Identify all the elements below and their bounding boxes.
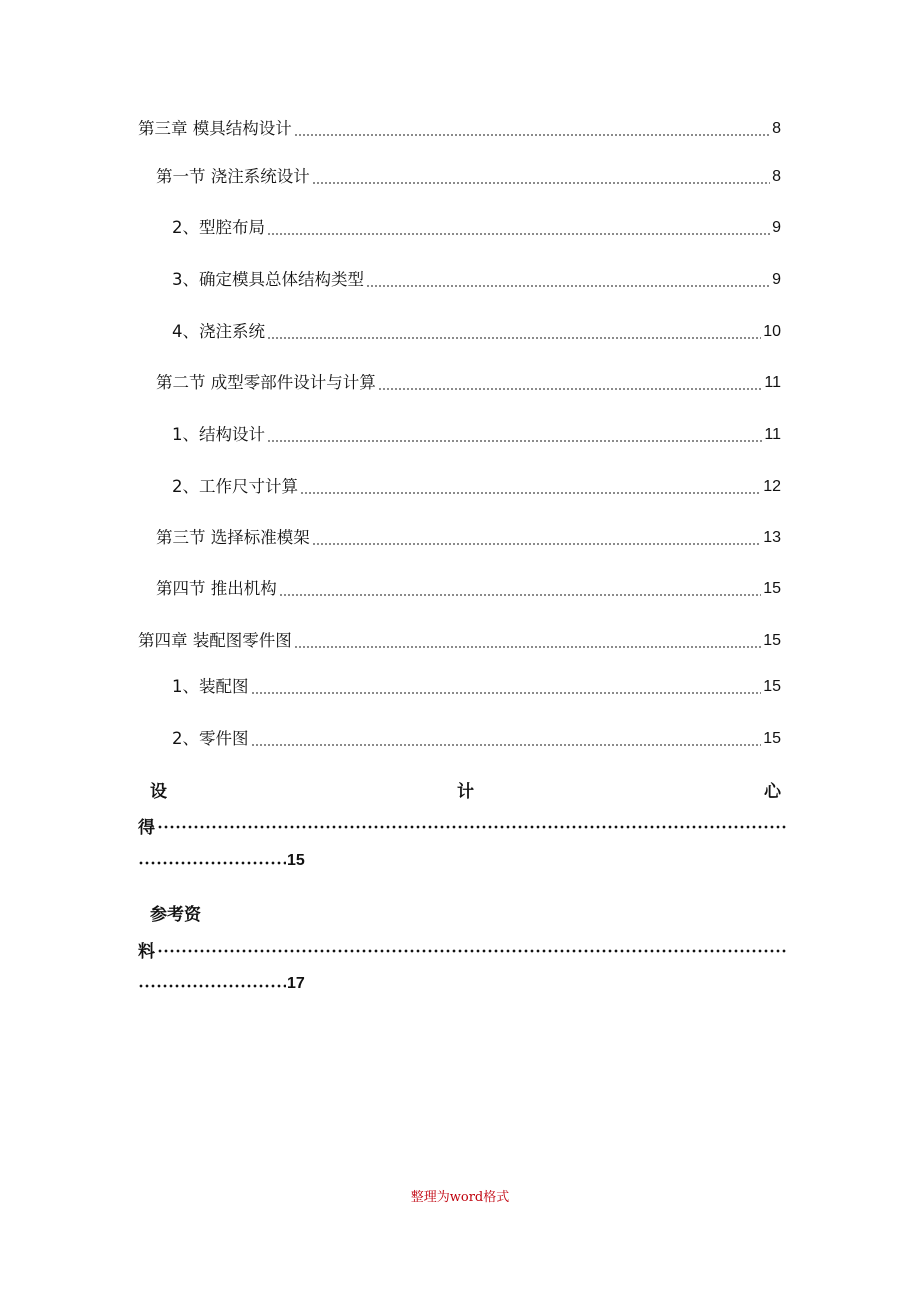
toc-entry[interactable] — [172, 422, 781, 446]
toc-page-number: 9 — [772, 271, 781, 288]
dot-leader — [366, 268, 770, 288]
toc-entry-design-notes-page — [138, 849, 305, 873]
toc-entry[interactable] — [156, 370, 781, 394]
dot-leader — [267, 320, 761, 340]
toc-entry-title: 4、浇注系统 — [172, 322, 265, 341]
toc-page-number: 15 — [763, 730, 781, 747]
dot-leader — [312, 165, 770, 185]
toc-entry-title: 2、型腔布局 — [172, 218, 265, 237]
toc-entry[interactable] — [172, 215, 781, 239]
toc-entry[interactable] — [172, 726, 781, 750]
toc-page-number: 11 — [764, 426, 781, 443]
toc-entry-title: 3、确定模具总体结构类型 — [172, 270, 364, 289]
dot-leader — [138, 972, 286, 996]
toc-page-number: 17 — [287, 975, 305, 992]
dot-leader — [312, 526, 761, 546]
toc-entry-title: 第二节 成型零部件设计与计算 — [156, 373, 376, 392]
dot-leader — [300, 475, 761, 495]
toc-entry[interactable] — [156, 576, 781, 600]
toc-entry[interactable] — [172, 474, 781, 498]
toc-page-number: 15 — [763, 580, 781, 597]
toc-entry[interactable] — [138, 116, 781, 140]
toc-entry-title: 第三节 选择标准模架 — [156, 528, 310, 547]
toc-entry[interactable] — [172, 319, 781, 343]
heading-char: 计 — [457, 781, 474, 802]
dot-leader — [267, 216, 770, 236]
toc-page-number: 11 — [764, 374, 781, 391]
toc-entry[interactable] — [172, 267, 781, 291]
dot-leader — [294, 117, 770, 137]
toc-page-number: 15 — [763, 678, 781, 695]
toc-entry-design-notes-title[interactable] — [150, 776, 781, 802]
toc-entry-references-page — [138, 972, 305, 996]
toc-page-number: 10 — [763, 323, 781, 340]
toc-entry-title: 2、零件图 — [172, 729, 249, 748]
toc-entry-title: 第三章 模具结构设计 — [138, 119, 292, 138]
toc-page-number: 15 — [763, 632, 781, 649]
dot-leader — [251, 727, 762, 747]
toc-entry-references-wrap — [138, 937, 788, 961]
toc-page-number: 15 — [287, 852, 305, 869]
dot-leader — [157, 937, 788, 961]
heading-char: 料 — [138, 941, 155, 962]
toc-entry-design-notes-wrap — [138, 813, 788, 837]
toc-entry[interactable] — [156, 525, 781, 549]
toc-page-number: 9 — [772, 219, 781, 236]
toc-entry-title: 第一节 浇注系统设计 — [156, 167, 310, 186]
toc-entry-title: 第四节 推出机构 — [156, 579, 277, 598]
toc-entry[interactable] — [138, 628, 781, 652]
dot-leader — [267, 423, 762, 443]
dot-leader — [279, 577, 761, 597]
toc-entry-references-title[interactable]: 参考资 — [150, 905, 201, 925]
heading-char: 得 — [138, 817, 155, 838]
toc-entry-title: 1、结构设计 — [172, 425, 265, 444]
toc-page-number: 13 — [763, 529, 781, 546]
dot-leader — [378, 371, 763, 391]
toc-entry-title: 第四章 装配图零件图 — [138, 631, 292, 650]
toc-entry[interactable] — [172, 674, 781, 698]
toc-page-number: 12 — [763, 478, 781, 495]
heading-char: 设 — [150, 781, 167, 802]
dot-leader — [294, 629, 761, 649]
toc-page-number: 8 — [772, 120, 781, 137]
heading-char: 心 — [764, 781, 781, 802]
dot-leader — [157, 813, 788, 837]
toc-entry[interactable] — [156, 164, 781, 188]
toc-entry-title: 1、装配图 — [172, 677, 249, 696]
page-footer: 整理为word格式 — [410, 1190, 510, 1205]
toc-page-number: 8 — [772, 168, 781, 185]
dot-leader — [138, 849, 286, 873]
toc-entry-title: 2、工作尺寸计算 — [172, 477, 298, 496]
dot-leader — [251, 675, 762, 695]
